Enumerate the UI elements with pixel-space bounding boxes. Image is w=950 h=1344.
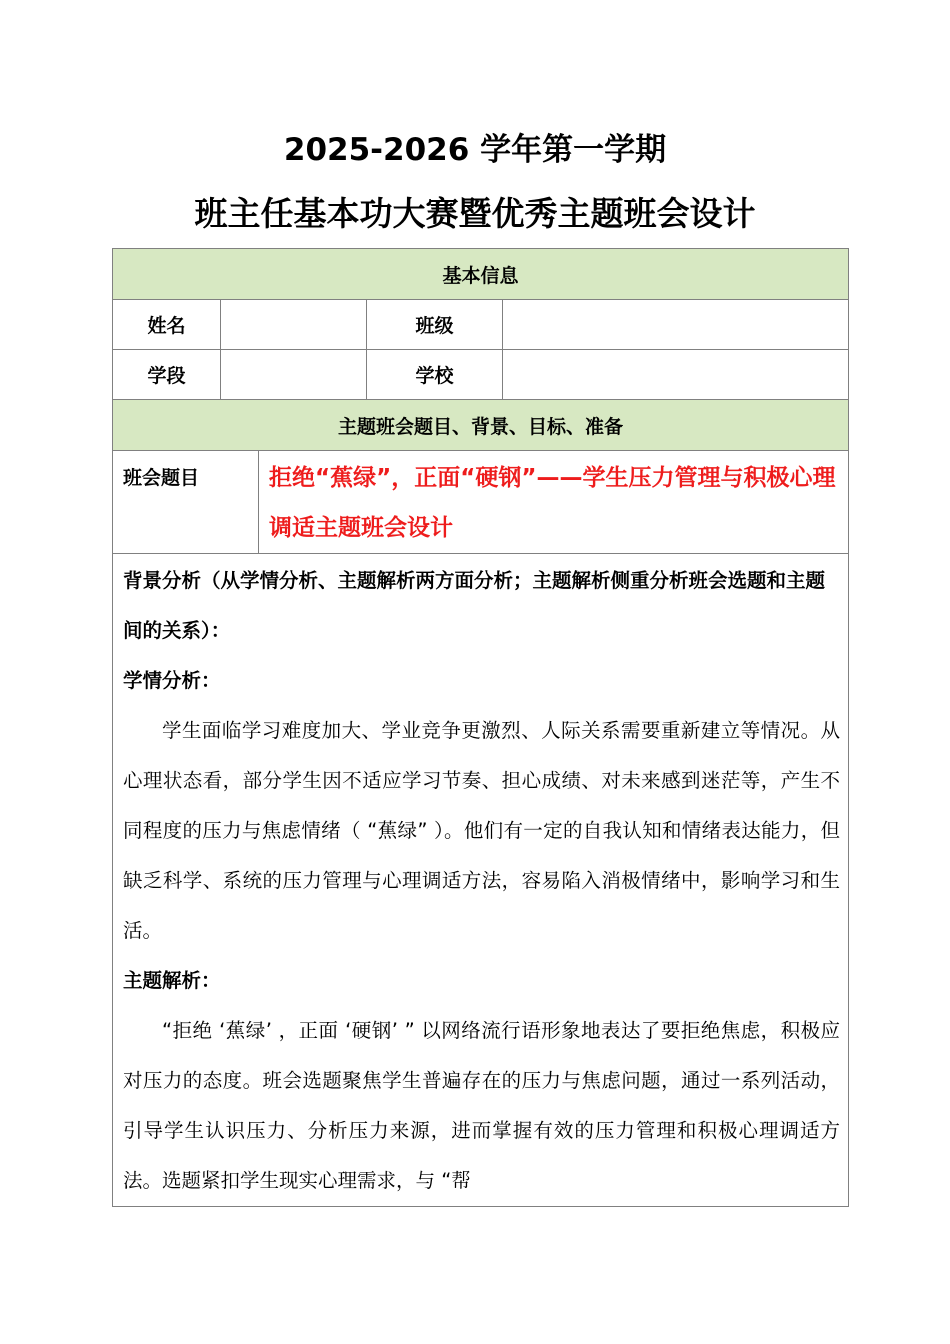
name-label: 姓名: [113, 300, 221, 350]
design-form-table: [112, 248, 849, 1207]
topic-row: [113, 451, 849, 554]
stage-school-row: [113, 350, 849, 400]
student-analysis-text: 学生面临学习难度加大、学业竞争更激烈、人际关系需要重新建立等情况。从心理状态看，部分学生因不适应学习节奏、担心成绩、对未来感到迷茫等，产生不同程度的压力与焦虑情绪（ “蕉绿” ）。他们有一定的自我认知和情绪表达能力，但缺乏科学、系统的压力管理与心理调适方法，容易陷入消极情绪中，影响学习和生活。: [123, 719, 841, 942]
topic-section-title: 主题班会题目、背景、目标、准备: [113, 400, 849, 451]
class-label: 班级: [367, 300, 503, 350]
document-title-line1: 2025-2026 学年第一学期: [283, 132, 667, 168]
basic-info-title: 基本信息: [113, 249, 849, 300]
name-value-cell[interactable]: [221, 300, 367, 350]
background-cell: [113, 554, 849, 1207]
topic-label: 班会题目: [113, 451, 259, 554]
theme-analysis-heading: 主题解析：: [123, 969, 221, 992]
school-label: 学校: [367, 350, 503, 400]
topic-value: 拒绝“蕉绿”，正面“硬钢”——学生压力管理与积极心理调适主题班会设计: [259, 451, 849, 554]
school-value-cell[interactable]: [503, 350, 849, 400]
document-title-line2: 班主任基本功大赛暨优秀主题班会设计: [194, 194, 756, 233]
stage-label: 学段: [113, 350, 221, 400]
background-heading: 背景分析（从学情分析、主题解析两方面分析；主题解析侧重分析班会选题和主题间的关系）：: [123, 569, 826, 642]
theme-analysis-text: “拒绝 ‘蕉绿’ ，正面 ‘硬钢’ ” 以网络流行语形象地表达了要拒绝焦虑，积极应对压力的态度。班会选题聚焦学生普遍存在的压力与焦虑问题，通过一系列活动，引导学生认识压力、分析压力来源，进而掌握有效的压力管理和积极心理调适方法。选题紧扣学生现实心理需求，与 “帮: [123, 1019, 841, 1192]
background-row: [113, 554, 849, 1207]
name-class-row: [113, 300, 849, 350]
topic-section-header-row: [113, 400, 849, 451]
basic-info-header-row: [113, 249, 849, 300]
stage-value-cell[interactable]: [221, 350, 367, 400]
class-value-cell[interactable]: [503, 300, 849, 350]
student-analysis-heading: 学情分析：: [123, 669, 221, 692]
